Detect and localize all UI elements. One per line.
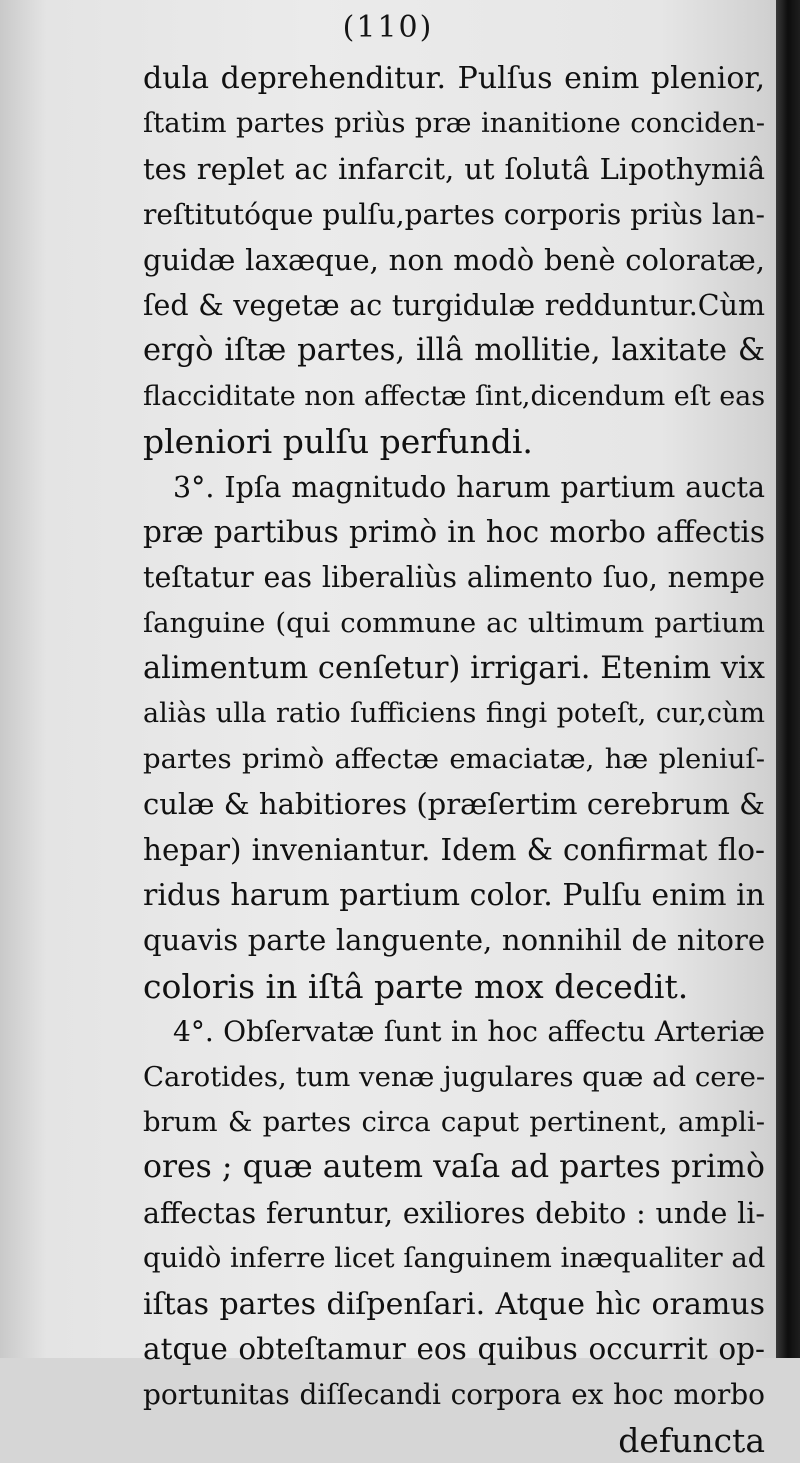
text-line: dula deprehenditur. Pulſus enim plenior, [143,61,765,96]
text-line: partes primò affectæ emaciatæ, hæ pleniuſ- [143,742,765,775]
catchword: defuncta [618,1420,765,1460]
text-line: tes replet ac infarcit, ut ſolutâ Lipothymiâ [143,151,765,186]
text-line: portunitas diſſecandi corpora ex hoc morbo [143,1378,765,1412]
page-number: (110) [342,10,434,45]
text-line: atque obteſtamur eos quibus occurrit op- [143,1331,765,1366]
text-line: affectas feruntur, exiliores debito : unde li- [143,1196,765,1230]
text-line: ores ; quæ autem vaſa ad partes primò [143,1149,765,1186]
text-line: guidæ laxæque, non modò benè coloratæ, [143,242,765,277]
text-line: coloris in iſtâ parte mox decedit. [143,966,689,1006]
text-line: reſtitutóque pulſu,partes corporis priùs lan- [143,198,765,232]
text-line: hepar) inveniantur. Idem & confirmat flo- [143,832,765,867]
text-line: Carotides, tum venæ jugulares quæ ad cere- [143,1060,766,1093]
text-line: brum & partes circa caput pertinent, ampli- [143,1105,765,1138]
text-line: ridus harum partium color. Pulſu enim in [143,878,765,914]
text-line: præ partibus primò in hoc morbo affectis [143,514,765,549]
text-line: quavis parte languente, nonnihil de nitore [143,923,765,958]
text-line: aliàs ulla ratio ſufficiens fingi poteſt, cur,cùm [143,698,765,730]
text-line: teſtatur eas liberaliùs alimento ſuo, nempe [143,561,765,595]
text-line: alimentum cenſetur) irrigari. Etenim vix [143,651,765,687]
text-line: flacciditate non affectæ ſint,dicendum eſt eas [143,380,766,412]
text-line: iſtas partes diſpenſari. Atque hìc oramus [143,1286,765,1322]
paragraph-start-line: 4°. Obſervatæ ſunt in hoc affectu Arteriæ [173,1015,765,1049]
page-edge-shadow [776,0,800,1358]
text-line: pleniori pulſu perfundi. [143,422,533,462]
text-line: culæ & habitiores (præſertim cerebrum & [143,787,765,822]
paragraph-start-line: 3°. Ipſa magnitudo harum partium aucta [173,470,765,504]
text-line: ſanguine (qui commune ac ultimum partium [143,606,765,639]
text-line: ſtatim partes priùs præ inanitione conciden- [143,107,765,140]
text-line: ergò iſtæ partes, illâ mollitie, laxitate & [143,333,765,369]
text-line: quidò inferre licet ſanguinem inæqualiter ad [143,1242,766,1275]
text-line: ſed & vegetæ ac turgidulæ redduntur.Cùm [143,288,765,322]
body-text [143,56,765,1463]
